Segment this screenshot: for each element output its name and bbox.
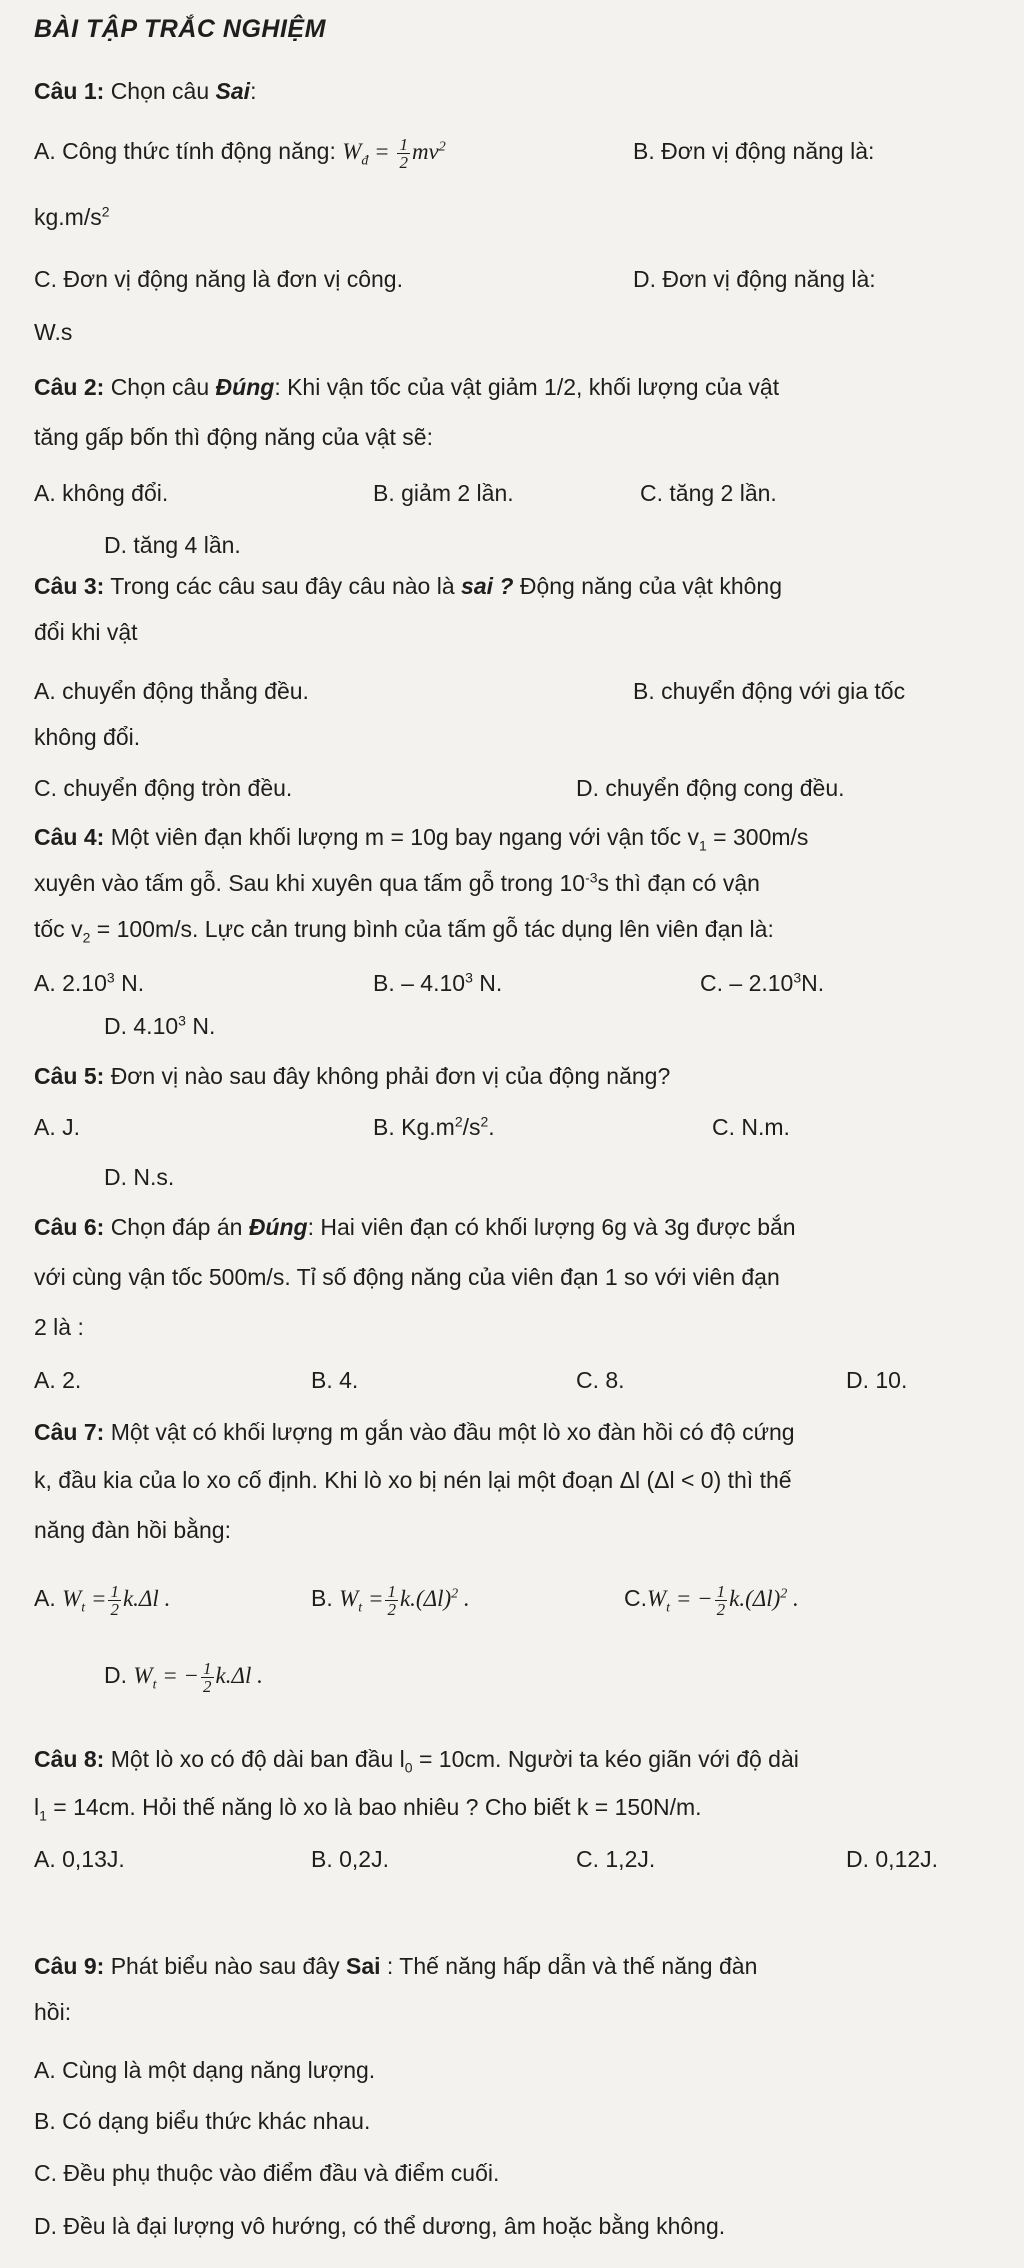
question-6-post: : Hai viên đạn có khối lượng 6g và 3g được bắn xyxy=(307,1214,796,1240)
question-2-stem-line2: tăng gấp bốn thì động năng của vật sẽ: xyxy=(34,424,433,450)
elastic-energy-formula-b xyxy=(339,1582,470,1620)
formula-lhs: W xyxy=(133,1663,153,1688)
kinetic-energy-formula xyxy=(342,135,446,173)
formula-lhs: W xyxy=(342,139,362,164)
question-5-option-d: D. N.s. xyxy=(104,1164,175,1190)
option-end: N. xyxy=(472,970,503,996)
question-8-stem-line2 xyxy=(34,1792,702,1822)
question-4-line3-pre: tốc v xyxy=(34,916,83,942)
question-3-stem-line1 xyxy=(34,571,782,601)
formula-lhs: W xyxy=(647,1586,667,1611)
question-7-option-c xyxy=(624,1583,799,1618)
formula-sub: t xyxy=(152,1677,157,1693)
question-3-post: Động năng của vật không xyxy=(519,573,783,599)
superscript: 3 xyxy=(106,969,115,986)
question-8-option-d: D. 0,12J. xyxy=(846,1846,939,1872)
option-text: B. – 4.10 xyxy=(373,970,466,996)
option-label: A. xyxy=(34,1585,56,1611)
superscript: -3 xyxy=(585,869,598,886)
fraction-num: 1 xyxy=(399,135,408,155)
formula-rhs: k.(Δl) xyxy=(729,1586,781,1611)
question-8-stem-line1 xyxy=(34,1744,799,1774)
question-9-option-b: B. Có dạng biểu thức khác nhau. xyxy=(34,2108,371,2134)
question-8-label: Câu 8: xyxy=(34,1746,105,1772)
elastic-energy-formula-c xyxy=(647,1582,799,1620)
formula-rhs: k.Δl . xyxy=(215,1663,263,1688)
question-3-option-c: C. chuyển động tròn đều. xyxy=(34,775,293,801)
fraction xyxy=(108,1583,121,1618)
question-2-option-b: B. giảm 2 lần. xyxy=(373,480,514,506)
question-1-option-b-line1: B. Đơn vị động năng là: xyxy=(633,138,875,164)
question-4-option-d xyxy=(104,1011,215,1041)
formula-eq: = − xyxy=(162,1663,199,1688)
formula-end: . xyxy=(787,1586,799,1611)
question-8-line2-post: = 14cm. Hỏi thế năng lò xo là bao nhiêu ? Cho biết k = 150N/m. xyxy=(46,1794,702,1820)
question-7-stem-line3: năng đàn hồi bằng: xyxy=(34,1517,231,1543)
question-4-line3-post: = 100m/s. Lực cản trung bình của tấm gỗ tác dụng lên viên đạn là: xyxy=(90,916,774,942)
question-7-option-b xyxy=(311,1583,470,1618)
subscript: 1 xyxy=(699,837,707,854)
question-9-pre: Phát biểu nào sau đây xyxy=(110,1953,340,1979)
formula-end: . xyxy=(458,1586,470,1611)
question-2-option-a: A. không đổi. xyxy=(34,480,169,506)
option-label: D. xyxy=(104,1662,127,1688)
question-9-option-d: D. Đều là đại lượng vô hướng, có thể dương, âm hoặc bằng không. xyxy=(34,2213,726,2239)
option-end: . xyxy=(488,1114,495,1140)
fraction-num: 1 xyxy=(387,1582,396,1602)
option-text: B. Kg.m xyxy=(373,1114,455,1140)
option-a-text: A. Công thức tính động năng: xyxy=(34,138,336,164)
question-3-label: Câu 3: xyxy=(34,573,105,599)
question-5-label: Câu 5: xyxy=(34,1063,105,1089)
fraction xyxy=(715,1583,728,1618)
question-8-option-a: A. 0,13J. xyxy=(34,1846,125,1872)
question-6-label: Câu 6: xyxy=(34,1214,105,1240)
question-2-stem-line1 xyxy=(34,372,779,402)
question-5-option-c: C. N.m. xyxy=(712,1114,790,1140)
unit-text: kg.m/s xyxy=(34,204,102,230)
formula-lhs: W xyxy=(62,1586,82,1611)
question-3-pre: Trong các câu sau đây câu nào là xyxy=(110,573,455,599)
question-1-emphasis: Sai xyxy=(215,78,251,104)
question-8-option-b: B. 0,2J. xyxy=(311,1846,389,1872)
question-6-stem-line1 xyxy=(34,1212,796,1242)
unit-sup: 2 xyxy=(101,203,110,220)
question-9-label: Câu 9: xyxy=(34,1953,105,1979)
question-5-option-a: A. J. xyxy=(34,1114,81,1140)
question-6-stem-line3: 2 là : xyxy=(34,1314,84,1340)
fraction-den: 2 xyxy=(716,1600,726,1620)
question-2-option-d: D. tăng 4 lần. xyxy=(104,532,241,558)
question-4-option-c xyxy=(700,968,824,998)
question-9-stem-line1 xyxy=(34,1951,757,1981)
question-4-line2-pre: xuyên vào tấm gỗ. Sau khi xuyên qua tấm gỗ trong 10 xyxy=(34,870,586,896)
formula-rhs: k.Δl . xyxy=(122,1586,171,1611)
question-2-post: : Khi vận tốc của vật giảm 1/2, khối lượng của vật xyxy=(274,374,780,400)
fraction-num: 1 xyxy=(110,1582,119,1602)
question-5-stem xyxy=(34,1061,670,1091)
question-9-emphasis: Sai xyxy=(345,1953,381,1979)
question-1-text: Chọn câu xyxy=(110,78,210,104)
formula-eq: = − xyxy=(675,1586,713,1611)
option-mid: /s xyxy=(462,1114,481,1140)
subscript: 2 xyxy=(82,929,91,946)
question-6-option-a: A. 2. xyxy=(34,1367,82,1393)
option-label: C. xyxy=(624,1585,647,1611)
question-9-post: : Thế năng hấp dẫn và thế năng đàn xyxy=(386,1953,758,1979)
formula-rhs: k.(Δl) xyxy=(399,1586,452,1611)
question-8-line2-pre: l xyxy=(34,1794,40,1820)
superscript: 3 xyxy=(465,969,473,986)
fraction xyxy=(385,1583,398,1618)
elastic-energy-formula-a xyxy=(62,1582,171,1620)
question-5-option-b xyxy=(373,1112,495,1142)
question-9-stem-line2: hồi: xyxy=(34,1999,72,2025)
formula-eq: = xyxy=(374,139,390,164)
question-7-stem-line1 xyxy=(34,1417,795,1447)
question-6-stem-line2: với cùng vận tốc 500m/s. Tỉ số động năng của viên đạn 1 so với viên đạn xyxy=(34,1264,780,1290)
question-4-line1-end: = 300m/s xyxy=(706,824,809,850)
question-4-option-b xyxy=(373,968,502,998)
option-end: N. xyxy=(801,970,825,996)
question-6-option-d: D. 10. xyxy=(846,1367,908,1393)
formula-rhs: mv xyxy=(411,139,439,164)
question-8-line1-post: = 10cm. Người ta kéo giãn với độ dài xyxy=(412,1746,799,1772)
elastic-energy-formula-d xyxy=(133,1659,263,1697)
superscript: 2 xyxy=(454,1113,463,1130)
option-end: N. xyxy=(185,1013,216,1039)
question-9-option-a: A. Cùng là một dạng năng lượng. xyxy=(34,2057,376,2083)
question-3-option-b-line2: không đổi. xyxy=(34,724,141,750)
question-4-stem-line2 xyxy=(34,868,760,898)
question-5-text: Đơn vị nào sau đây không phải đơn vị của động năng? xyxy=(110,1063,671,1089)
fraction-den: 2 xyxy=(399,153,408,173)
question-4-label: Câu 4: xyxy=(34,824,105,850)
formula-lhs: W xyxy=(339,1586,359,1611)
fraction-den: 2 xyxy=(110,1600,119,1620)
question-2-pre: Chọn câu xyxy=(110,374,210,400)
option-text: A. 2.10 xyxy=(34,970,107,996)
question-6-option-c: C. 8. xyxy=(576,1367,625,1393)
question-6-option-b: B. 4. xyxy=(311,1367,359,1393)
question-1-option-d-line1: D. Đơn vị động năng là: xyxy=(633,266,876,292)
question-1-end: : xyxy=(250,78,257,104)
question-7-stem-line2: k, đầu kia của lo xo cố định. Khi lò xo bị nén lại một đoạn Δl (Δl < 0) thì thế xyxy=(34,1467,792,1493)
question-1-stem xyxy=(34,76,256,106)
fraction-num: 1 xyxy=(716,1582,726,1602)
question-9-option-c: C. Đều phụ thuộc vào điểm đầu và điểm cuối. xyxy=(34,2160,500,2186)
worksheet-title: BÀI TẬP TRẮC NGHIỆM xyxy=(34,15,326,43)
question-8-line1-pre: Một lò xo có độ dài ban đầu l xyxy=(110,1746,405,1772)
fraction xyxy=(397,136,410,171)
formula-eq: = xyxy=(90,1586,107,1611)
superscript: 3 xyxy=(793,969,802,986)
formula-sup: 2 xyxy=(780,1586,788,1602)
question-1-option-b-line2 xyxy=(34,202,110,232)
formula-sub: t xyxy=(81,1600,86,1616)
question-4-line1: Một viên đạn khối lượng m = 10g bay ngang với vận tốc v xyxy=(110,824,699,850)
formula-sub: t xyxy=(666,1600,671,1616)
formula-sup: 2 xyxy=(438,139,446,155)
question-1-option-d-line2: W.s xyxy=(34,319,73,345)
question-7-line1: Một vật có khối lượng m gắn vào đầu một lò xo đàn hồi có độ cứng xyxy=(110,1419,795,1445)
subscript: 1 xyxy=(39,1807,47,1824)
question-2-emphasis: Đúng xyxy=(215,374,275,400)
question-8-option-c: C. 1,2J. xyxy=(576,1846,656,1872)
question-6-pre: Chọn đáp án xyxy=(110,1214,243,1240)
question-3-stem-line2: đổi khi vật xyxy=(34,619,138,645)
fraction-den: 2 xyxy=(387,1600,396,1620)
formula-sub: t xyxy=(358,1600,363,1616)
question-3-option-a: A. chuyển động thẳng đều. xyxy=(34,678,309,704)
question-1-label: Câu 1: xyxy=(34,78,105,104)
option-text: C. – 2.10 xyxy=(700,970,794,996)
subscript: 0 xyxy=(404,1759,413,1776)
question-4-line2-post: s thì đạn có vận xyxy=(597,870,760,896)
superscript: 3 xyxy=(178,1012,186,1029)
question-3-option-b-line1: B. chuyển động với gia tốc xyxy=(633,678,906,704)
question-3-emphasis: sai ? xyxy=(461,573,514,599)
superscript: 2 xyxy=(480,1113,489,1130)
question-4-stem-line1 xyxy=(34,822,808,852)
question-4-option-a xyxy=(34,968,144,998)
question-7-option-d xyxy=(104,1660,263,1695)
question-1-option-a xyxy=(34,136,446,171)
fraction-den: 2 xyxy=(203,1677,212,1697)
formula-sub: đ xyxy=(361,153,369,169)
option-text: D. 4.10 xyxy=(104,1013,179,1039)
formula-eq: = xyxy=(367,1586,384,1611)
question-1-option-c: C. Đơn vị động năng là đơn vị công. xyxy=(34,266,403,292)
fraction xyxy=(201,1660,214,1695)
question-4-stem-line3 xyxy=(34,914,774,944)
question-7-option-a xyxy=(34,1583,170,1618)
fraction-num: 1 xyxy=(203,1659,212,1679)
question-3-option-d: D. chuyển động cong đều. xyxy=(576,775,845,801)
question-2-label: Câu 2: xyxy=(34,374,105,400)
option-end: N. xyxy=(114,970,145,996)
formula-sup: 2 xyxy=(451,1586,459,1602)
question-6-emphasis: Đúng xyxy=(248,1214,308,1240)
question-2-option-c: C. tăng 2 lần. xyxy=(640,480,777,506)
question-7-label: Câu 7: xyxy=(34,1419,105,1445)
option-label: B. xyxy=(311,1585,333,1611)
